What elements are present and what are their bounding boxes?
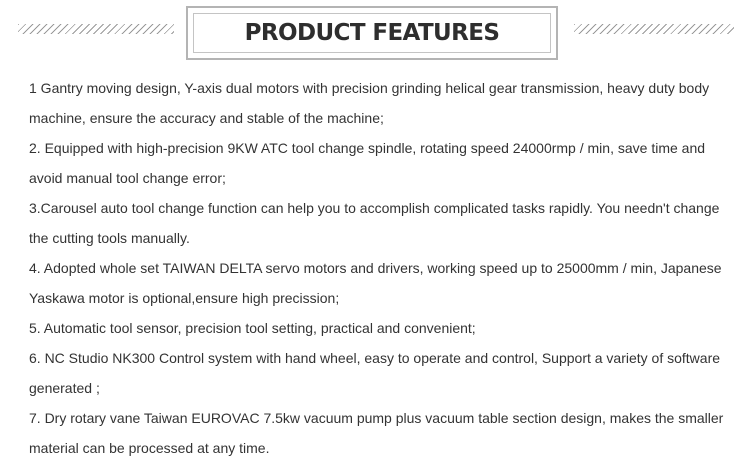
feature-item-4: 4. Adopted whole set TAIWAN DELTA servo motors and drivers, working speed up to 25000mm / min, Japanese Yaskawa motor is optional,ensure high precission; <box>29 260 722 306</box>
feature-list <box>29 73 729 463</box>
feature-item-3: 3.Carousel auto tool change function can help you to accomplish complicated tasks rapidly. You needn't change the cutting tools manually. <box>29 200 720 246</box>
decorative-hatch-left <box>18 24 174 34</box>
section-title: PRODUCT FEATURES <box>244 20 500 46</box>
feature-item-5: 5. Automatic tool sensor, precision tool setting, practical and convenient; <box>29 320 476 336</box>
feature-item-2: 2. Equipped with high-precision 9KW ATC tool change spindle, rotating speed 24000rmp / min, save time and avoid manual tool change error; <box>29 140 706 186</box>
decorative-hatch-right <box>574 24 734 34</box>
section-header <box>0 0 750 66</box>
title-frame <box>186 6 558 60</box>
feature-item-7: 7. Dry rotary vane Taiwan EUROVAC 7.5kw vacuum pump plus vacuum table section design, makes the smaller material can be processed at any time. <box>29 410 724 456</box>
title-frame-inner <box>193 13 551 53</box>
feature-item-6: 6. NC Studio NK300 Control system with hand wheel, easy to operate and control, Support a variety of software generated ; <box>29 350 721 396</box>
feature-item-1: 1 Gantry moving design, Y-axis dual motors with precision grinding helical gear transmission, heavy duty body machine, ensure the accuracy and stable of the machine; <box>29 80 710 126</box>
